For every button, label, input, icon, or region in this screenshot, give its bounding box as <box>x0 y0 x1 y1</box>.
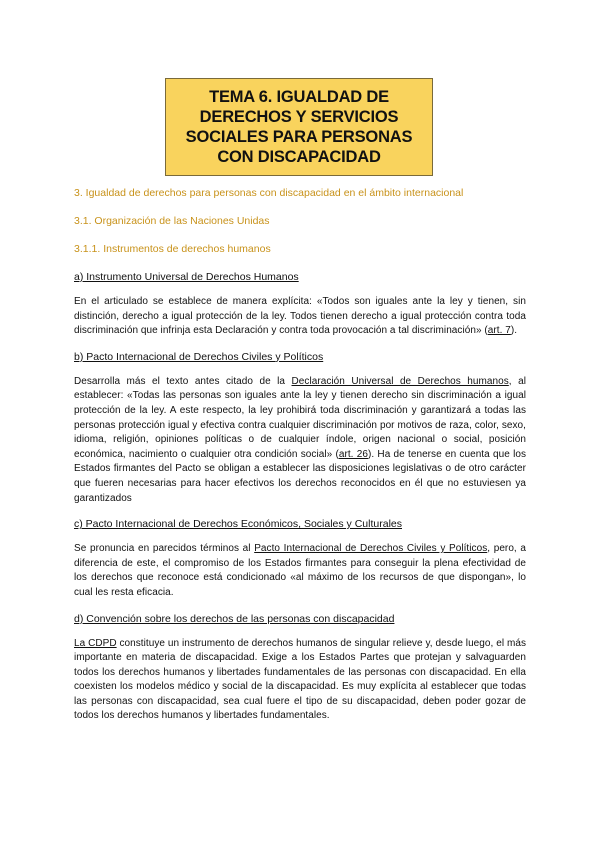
paragraph-d-text-1: constituye un instrumento de derechos humanos de singular relieve y, desde luego, el más importante en materia de discapacidad. Exige a los Estados Partes que protejan y salvaguarden todos los derechos humanos y libertades fundamentales de las personas con discapacidad. En ella coexisten los modelos médico y social de la discapacidad. Es muy explícita al establecer que todas las personas con discapacidad, sea cual fuere el tipo de su discapacidad, deben poder gozar de todos los derechos humanos y libertades fundamentales. <box>74 637 526 722</box>
paragraph-a-text-2: ). <box>510 325 518 337</box>
paragraph-c-text-1: Se pronuncia en parecidos términos al <box>74 543 255 555</box>
title-line-2: DERECHOS Y SERVICIOS <box>199 108 399 126</box>
article-26-link[interactable]: art. 26 <box>338 448 368 460</box>
paragraph-b-text-1: Desarrolla más el texto antes citado de la <box>74 375 292 387</box>
heading-section-a: a) Instrumento Universal de Derechos Humanos <box>74 271 299 283</box>
paragraph-section-b <box>74 375 526 506</box>
paragraph-section-d <box>74 637 526 725</box>
title-line-3: SOCIALES PARA PERSONAS <box>185 128 413 146</box>
title-line-1: TEMA 6. IGUALDAD DE <box>209 88 389 106</box>
article-7-link[interactable]: art. 7 <box>487 325 511 337</box>
heading-section-3: 3. Igualdad de derechos para personas con discapacidad en el ámbito internacional <box>74 187 464 199</box>
heading-section-c: c) Pacto Internacional de Derechos Económicos, Sociales y Culturales <box>74 518 402 531</box>
paragraph-a-text-1: En el articulado se establece de manera explícita: «Todos son iguales ante la ley y tienen, sin distinción, derecho a igual protección de la ley. Todos tienen derecho a igual protección contra toda discriminación que infrinja esta Declaración y contra toda provocación a tal discriminación» ( <box>74 296 526 337</box>
heading-section-d: d) Convención sobre los derechos de las personas con discapacidad <box>74 612 395 625</box>
cdpd-link[interactable]: La CDPD <box>74 637 117 649</box>
paragraph-c-text-2: , pero, a diferencia de este, el compromiso de los Estados firmantes para conseguir la plena efectividad de los derechos que reconoce está condicionado «al máximo de los recursos de que dispongan», lo cual les resta eficacia. <box>74 543 527 598</box>
paragraph-b-text-2: , al establecer: «Todas las personas son iguales ante la ley y tienen derecho sin discriminación a igual protección de la ley. A este respecto, la ley prohibirá toda discriminación y garantizará a todas las personas protección igual y efectiva contra cualquier discriminación por motivos de raza, color, sexo, idioma, religión, opiniones políticas o de cualquier índole, origen nacional o social, posición económica, nacimiento o cualquier otra condición social» ( <box>74 375 526 460</box>
declaracion-universal-link[interactable]: Declaración Universal de Derechos humanos <box>291 375 509 387</box>
document-body <box>74 186 526 735</box>
title-box <box>165 78 433 176</box>
paragraph-section-a <box>74 295 526 339</box>
heading-section-b: b) Pacto Internacional de Derechos Civiles y Políticos <box>74 350 324 363</box>
heading-section-3-1: 3.1. Organización de las Naciones Unidas <box>74 215 270 227</box>
title-line-4: CON DISCAPACIDAD <box>217 148 381 166</box>
pacto-civiles-link[interactable]: Pacto Internacional de Derechos Civiles y Políticos <box>254 543 488 555</box>
paragraph-b-text-3: ). Ha de tenerse en cuenta que los Estados firmantes del Pacto se obligan a establecer las disposiciones legislativas o de otro carácter que fueren necesarias para hacer efectivos los derechos reconocidos en él que no estuviesen ya garantizados <box>74 448 527 504</box>
heading-section-3-1-1: 3.1.1. Instrumentos de derechos humanos <box>74 243 271 255</box>
paragraph-section-c <box>74 542 526 600</box>
